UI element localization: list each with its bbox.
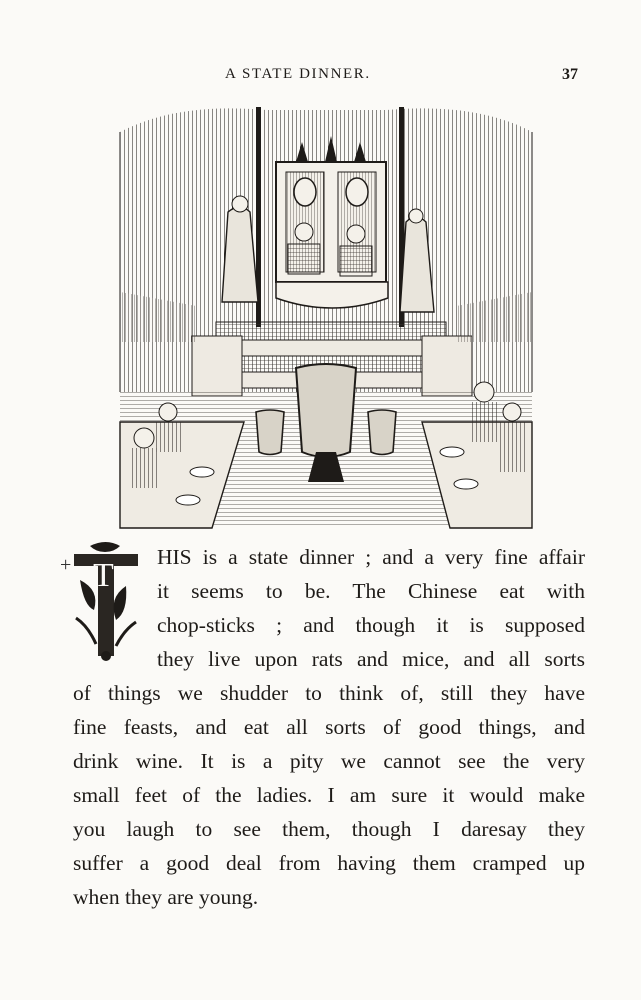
text-line: you laugh to see them, though I daresay they <box>73 817 585 841</box>
text-line: when they are young. <box>73 885 259 909</box>
margin-mark: + <box>60 554 72 576</box>
text-line: chop-sticks ; and though it is supposed <box>157 613 585 637</box>
page-number: 37 <box>562 66 578 83</box>
text-line: suffer a good deal from having them cramped up <box>73 851 585 875</box>
text-line: it seems to be. The Chinese eat with <box>157 579 585 603</box>
dropcap-letter: T <box>93 557 114 594</box>
text-line: of things we shudder to think of, still they have <box>73 681 585 705</box>
state-dinner-illustration <box>116 92 536 532</box>
text-line: they live upon rats and mice, and all sorts <box>157 647 585 671</box>
body-paragraph <box>73 540 585 914</box>
chapter-title: A STATE DINNER. <box>225 66 371 82</box>
text-line: drink wine. It is a pity we cannot see the very <box>73 749 585 773</box>
running-head <box>0 66 641 86</box>
text-line: HIS is a state dinner ; and a very fine affair <box>157 545 585 569</box>
text-line: fine feasts, and eat all sorts of good things, and <box>73 715 585 739</box>
text-line: small feet of the ladies. I am sure it would make <box>73 783 585 807</box>
